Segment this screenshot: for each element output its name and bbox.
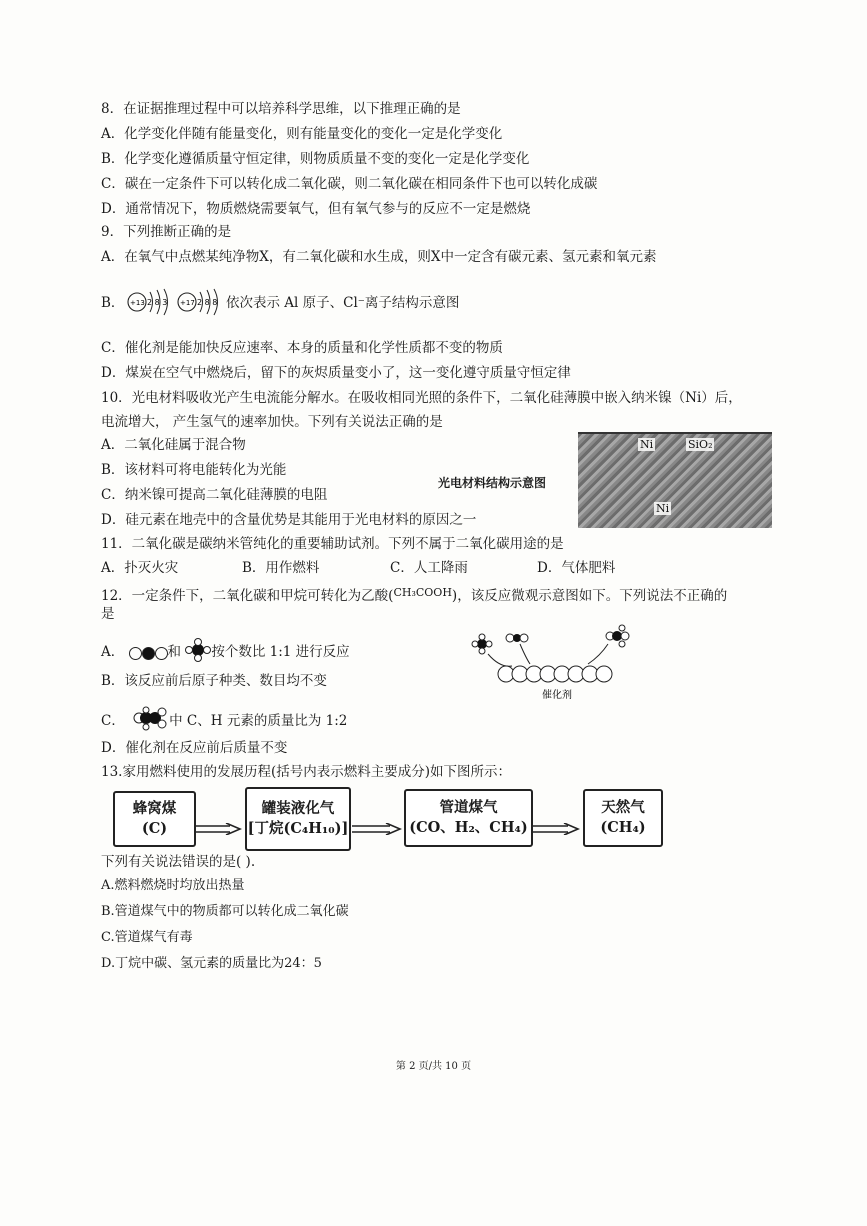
q10-figure-caption: 光电材料结构示意图 bbox=[438, 476, 547, 490]
q10-option-b: B．该材料可将电能转化为光能 bbox=[101, 462, 287, 478]
q12-stem-line2: 是 bbox=[101, 606, 115, 622]
flow-arrow-1 bbox=[196, 823, 242, 835]
q8-option-b: B．化学变化遵循质量守恒定律，则物质质量不变的变化一定是化学变化 bbox=[101, 151, 530, 167]
q12-stem-post: )，该反应微观示意图如下。下列说法不正确的 bbox=[451, 588, 728, 604]
q9-option-b-text: 依次表示 Al 原子、Cl⁻离子结构示意图 bbox=[226, 295, 460, 311]
fuel-box-3-name: 管道煤气 bbox=[439, 799, 498, 816]
fuel-box-lpg bbox=[245, 787, 351, 851]
reaction-micro-diagram bbox=[470, 622, 640, 702]
q10-option-d: D．硅元素在地壳中的含量优势是其能用于光电材料的原因之一 bbox=[101, 512, 477, 528]
cl-shells-label: 2 8 8 bbox=[197, 298, 218, 307]
q12-option-a-and: 和 bbox=[167, 644, 182, 660]
ion-structure-diagrams bbox=[126, 287, 226, 323]
q10-stem-line2: 电流增大， 产生氢气的速率加快。下列有关说法正确的是 bbox=[101, 414, 443, 430]
co2-molecule-icon bbox=[129, 644, 168, 662]
arrow-in-2 bbox=[520, 644, 530, 664]
product-acetic-acid-icon bbox=[606, 625, 629, 647]
q9-option-c: C．催化剂是能加快反应速率、本身的质量和化学性质都不变的物质 bbox=[101, 340, 503, 356]
q13-option-a: A.燃料燃烧时均放出热量 bbox=[101, 878, 245, 893]
catalyst-label: 催化剂 bbox=[542, 690, 572, 701]
q8-option-a: A．化学变化伴随有能量变化，则有能量变化的变化一定是化学变化 bbox=[101, 126, 503, 142]
q13-stem: 13.家用燃料使用的发展历程(括号内表示燃料主要成分)如下图所示： bbox=[101, 764, 512, 780]
page-number-footer: 第 2 页/共 10 页 bbox=[395, 1061, 472, 1072]
q12-option-c-text: 中 C、H 元素的质量比为 1:2 bbox=[169, 713, 348, 729]
q11-option-b: B．用作燃料 bbox=[242, 560, 320, 576]
fuel-box-2-formula: [丁烷(C₄H₁₀)] bbox=[247, 820, 349, 837]
q12-option-c-prefix: C． bbox=[101, 713, 125, 729]
figure-sio2-label: SiO₂ bbox=[688, 438, 713, 451]
q12-option-d: D．催化剂在反应前后质量不变 bbox=[101, 740, 288, 756]
catalyst-surface bbox=[498, 666, 612, 682]
q13-option-b: B.管道煤气中的物质都可以转化成二氧化碳 bbox=[101, 904, 349, 919]
q9-option-d: D．煤炭在空气中燃烧后，留下的灰烬质量变小了，这一变化遵守质量守恒定律 bbox=[101, 365, 571, 381]
photoelectric-material-figure bbox=[578, 432, 772, 528]
q12-stem-line1 bbox=[101, 584, 727, 605]
arrow-out bbox=[588, 644, 608, 664]
acetic-acid-molecule-icon bbox=[129, 706, 169, 737]
figure-ni-label: Ni bbox=[640, 438, 654, 451]
q12-stem-pre: 12．一定条件下，二氧化碳和甲烷可转化为乙酸( bbox=[101, 588, 394, 604]
fuel-box-natural-gas bbox=[583, 789, 663, 847]
q13-option-d: D.丁烷中碳、氢元素的质量比为24：5 bbox=[101, 956, 322, 971]
cl-core-label: +17 bbox=[180, 299, 195, 307]
q11-option-d: D．气体肥料 bbox=[537, 560, 616, 576]
q11-option-a: A．扑灭火灾 bbox=[101, 560, 179, 576]
q12-option-a bbox=[101, 638, 350, 667]
q8-stem: 8．在证据推理过程中可以培养科学思维，以下推理正确的是 bbox=[101, 101, 461, 117]
al-shells-label: 2 8 3 bbox=[147, 298, 168, 307]
fuel-box-1-formula: (C) bbox=[141, 820, 168, 837]
q11-option-c: C．人工降雨 bbox=[390, 560, 468, 576]
q9-stem: 9．下列推断正确的是 bbox=[101, 224, 232, 240]
flow-arrow-3 bbox=[532, 823, 580, 835]
fuel-box-3-formula: (CO、H₂、CH₄) bbox=[409, 819, 528, 836]
fuel-box-2-name: 罐装液化气 bbox=[261, 800, 335, 817]
figure-ni-inner-label: Ni bbox=[656, 502, 670, 515]
q9-option-b bbox=[101, 294, 124, 312]
acetic-acid-formula: CH₃COOH bbox=[393, 586, 452, 599]
arrow-in-1 bbox=[488, 654, 512, 666]
reactant-co2-icon bbox=[506, 634, 528, 642]
q12-option-b: B．该反应前后原子种类、数目均不变 bbox=[101, 673, 327, 689]
q13-question: 下列有关说法错误的是( ). bbox=[101, 854, 256, 870]
fuel-box-town-gas bbox=[404, 789, 533, 847]
q13-option-c: C.管道煤气有毒 bbox=[101, 930, 193, 945]
cl-ion-diagram bbox=[178, 289, 218, 315]
al-core-label: +13 bbox=[130, 299, 145, 307]
q9-option-a: A．在氧气中点燃某纯净物X，有二氧化碳和水生成，则X中一定含有碳元素、氢元素和氧元素 bbox=[101, 249, 657, 265]
al-atom-diagram bbox=[128, 289, 168, 315]
q8-option-d: D．通常情况下，物质燃烧需要氧气，但有氧气参与的反应不一定是燃烧 bbox=[101, 201, 531, 217]
fuel-box-1-name: 蜂窝煤 bbox=[132, 800, 177, 817]
q10-stem-line1: 10．光电材料吸收光产生电流能分解水。在吸收相同光照的条件下，二氧化硅薄膜中嵌入纳米镍（Ni）后， bbox=[101, 390, 742, 406]
q10-option-a: A．二氧化硅属于混合物 bbox=[101, 437, 246, 453]
q11-stem: 11．二氧化碳是碳纳米管纯化的重要辅助试剂。下列不属于二氧化碳用途的是 bbox=[101, 536, 564, 552]
fuel-box-4-name: 天然气 bbox=[601, 799, 645, 816]
ch4-molecule-icon bbox=[185, 638, 211, 667]
q12-option-c bbox=[101, 706, 347, 737]
q9-option-b-prefix: B． bbox=[101, 295, 125, 311]
reactant-ch4-icon bbox=[472, 634, 492, 654]
flow-arrow-2 bbox=[352, 823, 402, 835]
q12-option-a-text: 按个数比 1:1 进行反应 bbox=[211, 644, 350, 660]
fuel-box-4-formula: (CH₄) bbox=[600, 819, 646, 836]
q10-option-c: C．纳米镍可提高二氧化硅薄膜的电阻 bbox=[101, 487, 328, 503]
q12-option-a-prefix: A． bbox=[101, 644, 125, 660]
q8-option-c: C．碳在一定条件下可以转化成二氧化碳，则二氧化碳在相同条件下也可以转化成碳 bbox=[101, 176, 598, 192]
fuel-box-honeycomb-coal bbox=[113, 791, 196, 847]
